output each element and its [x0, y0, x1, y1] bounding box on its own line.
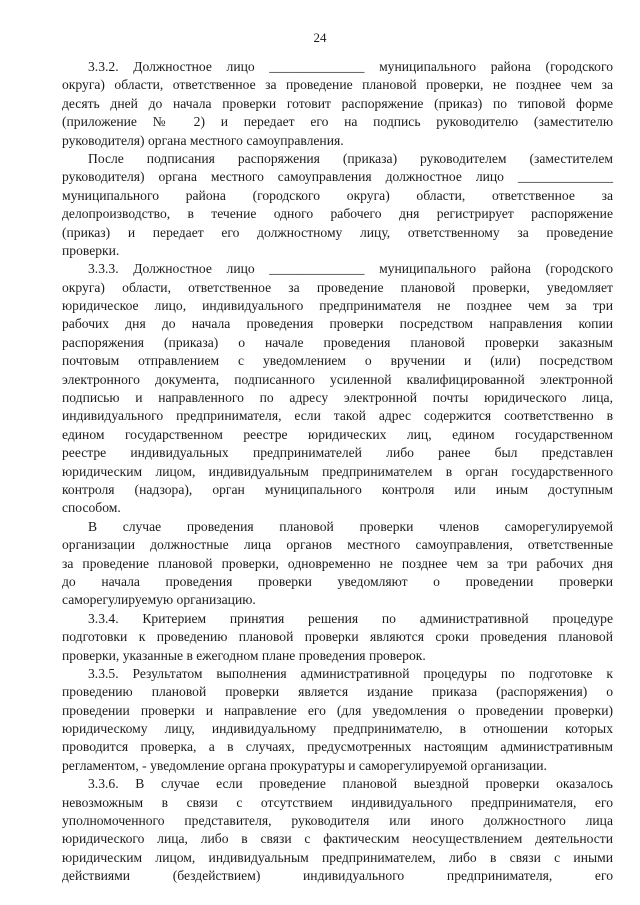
text-line: до начала проведения проверки уведомляют о проведении проверки: [62, 573, 613, 589]
text-line: проводится проверка, а в случаях, предусмотренных настоящим административным: [62, 739, 613, 755]
document-body: [62, 58, 613, 886]
text-line: юридическому лицу, индивидуальному предпринимателю, в отношении которых: [62, 721, 613, 737]
text-line: подготовки к проведению плановой проверки являются сроки проведения плановой: [62, 629, 613, 645]
text-line: юридическим лицом, индивидуальным предпринимателем в орган государственного: [62, 463, 613, 479]
paragraph-p336: [62, 775, 613, 885]
text-line: контроля (надзора), орган муниципального контроля или иным доступным: [62, 481, 613, 497]
text-line: В случае проведения плановой проверки членов саморегулируемой: [88, 518, 613, 534]
paragraph-p_sro: [62, 518, 613, 610]
text-line: руководителя) органа местного самоуправления должностное лицо ______________: [62, 169, 613, 185]
text-line: почтовым отправлением с уведомлением о вручении и (или) посредством: [62, 353, 613, 369]
text-line: руководителя) органа местного самоуправления.: [62, 132, 344, 148]
text-line: округа) области, ответственное за проведение плановой проверки, не позднее чем за: [62, 77, 613, 93]
text-line: невозможным в связи с отсутствием индивидуального предпринимателя, его: [62, 794, 613, 810]
paragraph-p335: [62, 665, 613, 775]
text-line: 3.3.2. Должностное лицо ______________ муниципального района (городского: [88, 59, 613, 74]
text-line: организации должностные лица органов местного самоуправления, ответственные: [62, 537, 613, 553]
text-line: округа) области, ответственное за проведение плановой проверки, уведомляет: [62, 279, 613, 295]
text-line: способом.: [62, 500, 121, 516]
text-line: распоряжения (приказа) о начале проведения плановой проверки заказным: [62, 334, 613, 350]
text-line: 3.3.3. Должностное лицо ______________ муниципального района (городского: [88, 261, 613, 277]
text-line: проведении проверки и направление его (для уведомления о проведении проверки): [62, 702, 613, 718]
text-line: подписью и направленного по адресу электронной почты юридического лица,: [62, 390, 613, 406]
paragraph-p334: [62, 610, 613, 665]
text-line: проверки, указанные в ежегодном плане проведения проверок.: [62, 647, 426, 663]
text-line: юридическим лицом, индивидуальным предпринимателем, либо в связи с иными: [62, 849, 613, 865]
page-number: 24: [313, 30, 327, 45]
text-line: муниципального района (городского округа) области, ответственное за: [62, 187, 613, 203]
text-line: за проведение плановой проверки, одновременно не позднее чем за три рабочих дня: [62, 555, 613, 571]
text-line: регламентом, - уведомление органа прокуратуры и саморегулируемой организации.: [62, 757, 547, 773]
text-line: 3.3.5. Результатом выполнения административной процедуры по подготовке к: [88, 665, 613, 681]
text-line: 3.3.4. Критерием принятия решения по административной процедуре: [88, 610, 613, 626]
paragraph-p_after_signing: [62, 150, 613, 260]
text-line: делопроизводство, в течение одного рабочего дня регистрирует распоряжение: [62, 206, 613, 222]
text-line: рабочих дня до начала проведения проверки посредством направления копии: [62, 316, 613, 332]
text-line: действиями (бездействием) индивидуального предпринимателя, его: [62, 868, 613, 884]
text-line: проведению плановой проверки является издание приказа (распоряжения) о: [62, 684, 613, 700]
text-line: саморегулируемую организацию.: [62, 592, 256, 608]
text-line: После подписания распоряжения (приказа) руководителем (заместителем: [88, 150, 613, 166]
text-line: (приложение № 2) и передает его на подпись руководителю (заместителю: [62, 114, 613, 130]
text-line: электронного документа, подписанного усиленной квалифицированной электронной: [62, 371, 613, 387]
text-line: (приказ) и передает его должностному лицу, ответственному за проведение: [62, 224, 613, 240]
text-line: 3.3.6. В случае если проведение плановой выездной проверки оказалось: [88, 776, 613, 792]
text-line: проверки.: [62, 242, 120, 258]
text-line: реестре индивидуальных предпринимателей либо ранее был представлен: [62, 445, 613, 461]
text-line: едином государственном реестре юридических лиц, едином государственном: [62, 426, 613, 442]
paragraph-p332: [62, 58, 613, 150]
text-line: юридического лица, либо в связи с фактическим неосуществлением деятельности: [62, 831, 613, 847]
text-line: десять дней до начала проверки готовит распоряжение (приказ) по типовой форме: [62, 95, 613, 111]
text-line: юридическое лицо, индивидуального предпринимателя не позднее чем за три: [62, 298, 613, 314]
text-line: уполномоченного представителя, руководителя или иного должностного лица: [62, 813, 613, 829]
text-line: индивидуального предпринимателя, если такой адрес содержится соответственно в: [62, 408, 613, 424]
paragraph-p333: [62, 260, 613, 517]
